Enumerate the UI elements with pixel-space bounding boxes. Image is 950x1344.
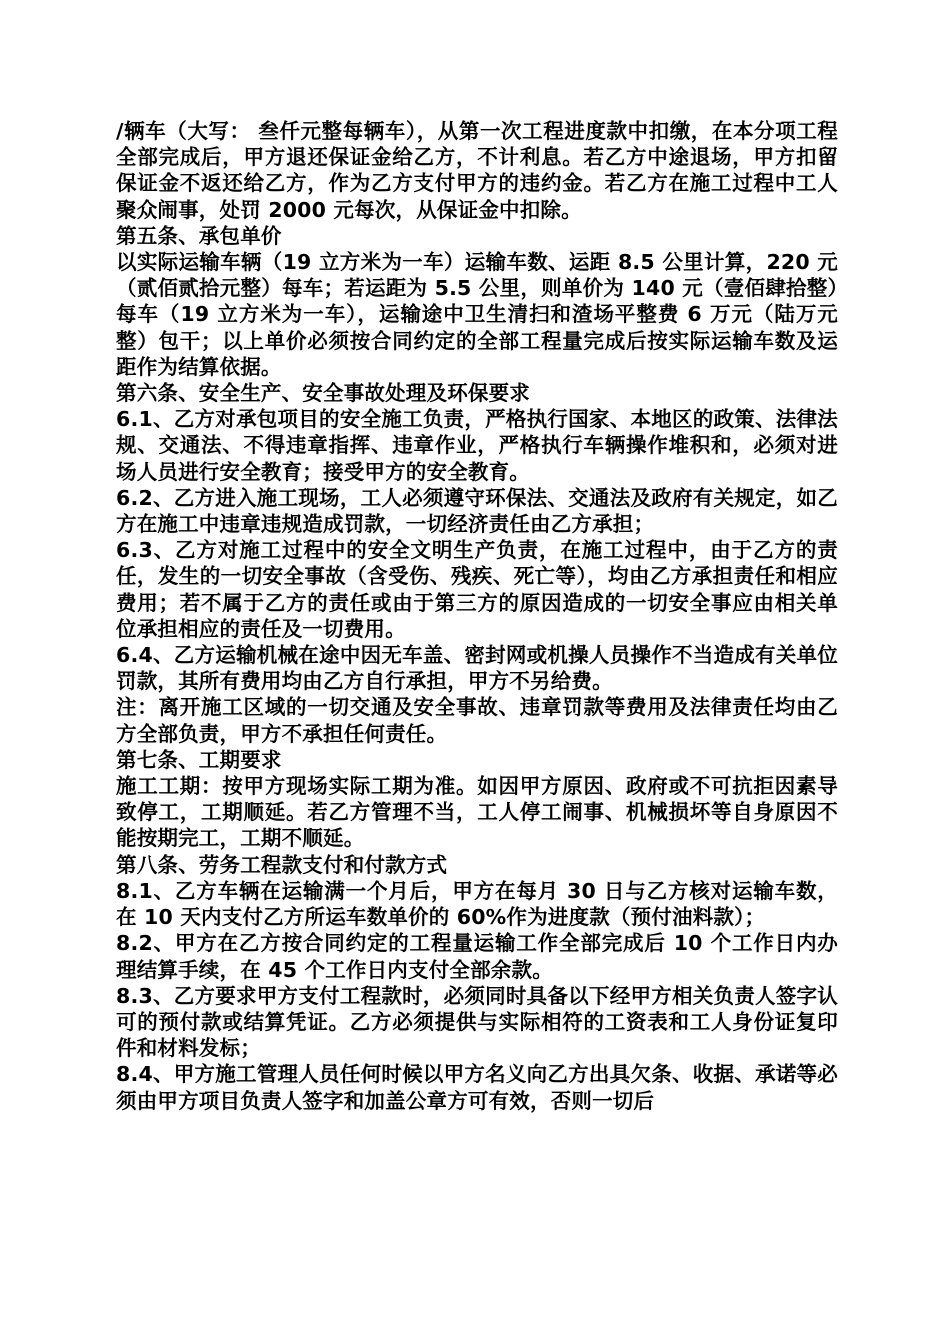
paragraph-8-1: 8.1、乙方车辆在运输满一个月后，甲方在每月 30 日与乙方核对运输车数，在 10 天内支付乙方所运车数单价的 60%作为进度款（预付油料款）； [116,878,838,930]
paragraph-schedule: 施工工期：按甲方现场实际工期为准。如因甲方原因、政府或不可抗拒因素导致停工，工期顺延。若乙方管理不当，工人停工闹事、机械损坏等自身原因不能按期完工，工期不顺延。 [116,774,838,851]
paragraph-8-2: 8.2、甲方在乙方按合同约定的工程量运输工作全部完成后 10 个工作日内办理结算手续，在 45 个工作日内支付全部余款。 [116,931,838,982]
paragraph-6-3: 6.3、乙方对施工过程中的安全文明生产负责，在施工过程中，由于乙方的责任，发生的一切安全事故（含受伤、残疾、死亡等），均由乙方承担责任和相应费用；若不属于乙方的责任或由于第三方的原因造成的一切安全事应由相关单位承担相应的责任及一切费用。 [116,538,838,641]
paragraph-note: 注：离开施工区域的一切交通及安全事故、违章罚款等费用及法律责任均由乙方全部负责，甲方不承担任何责任。 [116,695,838,746]
heading-article-6: 第六条、安全生产、安全事故处理及环保要求 [116,381,530,406]
heading-article-5: 第五条、承包单价 [116,223,282,248]
paragraph-6-1: 6.1、乙方对承包项目的安全施工负责，严格执行国家、本地区的政策、法律法规、交通法、不得违章指挥、违章作业，严格执行车辆操作堆积和，必须对进场人员进行安全教育；接受甲方的安全教育。 [116,407,838,484]
paragraph-8-4: 8.4、甲方施工管理人员任何时候以甲方名义向乙方出具欠条、收据、承诺等必须由甲方项目负责人签字和加盖公章方可有效，否则一切后 [116,1062,838,1113]
heading-article-8: 第八条、劳务工程款支付和付款方式 [116,852,448,877]
document-body [116,118,838,1114]
paragraph-6-4: 6.4、乙方运输机械在途中因无车盖、密封网或机操人员操作不当造成有关单位罚款，其所有费用均由乙方自行承担，甲方不另给费。 [116,643,838,694]
paragraph-8-3: 8.3、乙方要求甲方支付工程款时，必须同时具备以下经甲方相关负责人签字认可的预付款或结算凭证。乙方必须提供与实际相符的工资表和工人身份证复印件和材料发标； [116,983,838,1061]
heading-article-7: 第七条、工期要求 [116,747,282,772]
paragraph-deposit-clause: /辆车（大写： 叁仟元整每辆车），从第一次工程进度款中扣缴，在本分项工程全部完成后，甲方退还保证金给乙方，不计利息。若乙方中途退场，甲方扣留保证金不返还给乙方，作为乙方支付甲方的违约金。若乙方在施工过程中工人聚众闹事，处罚 2000 元每次，从保证金中扣除。 [116,119,838,222]
paragraph-6-2: 6.2、乙方进入施工现场，工人必须遵守环保法、交通法及政府有关规定，如乙方在施工中违章违规造成罚款，一切经济责任由乙方承担； [116,485,838,537]
paragraph-unit-price: 以实际运输车辆（19 立方米为一车）运输车数、运距 8.5 公里计算，220 元（贰佰贰拾元整）每车；若运距为 5.5 公里，则单价为 140 元（壹佰肆拾整）每车（19 立方米为一车），运输途中卫生清扫和渣场平整费 6 万元（陆万元整）包干；以上单价必须按合同约定的全部工程量完成后按实际运输车数及运距作为结算依据。 [116,250,838,379]
